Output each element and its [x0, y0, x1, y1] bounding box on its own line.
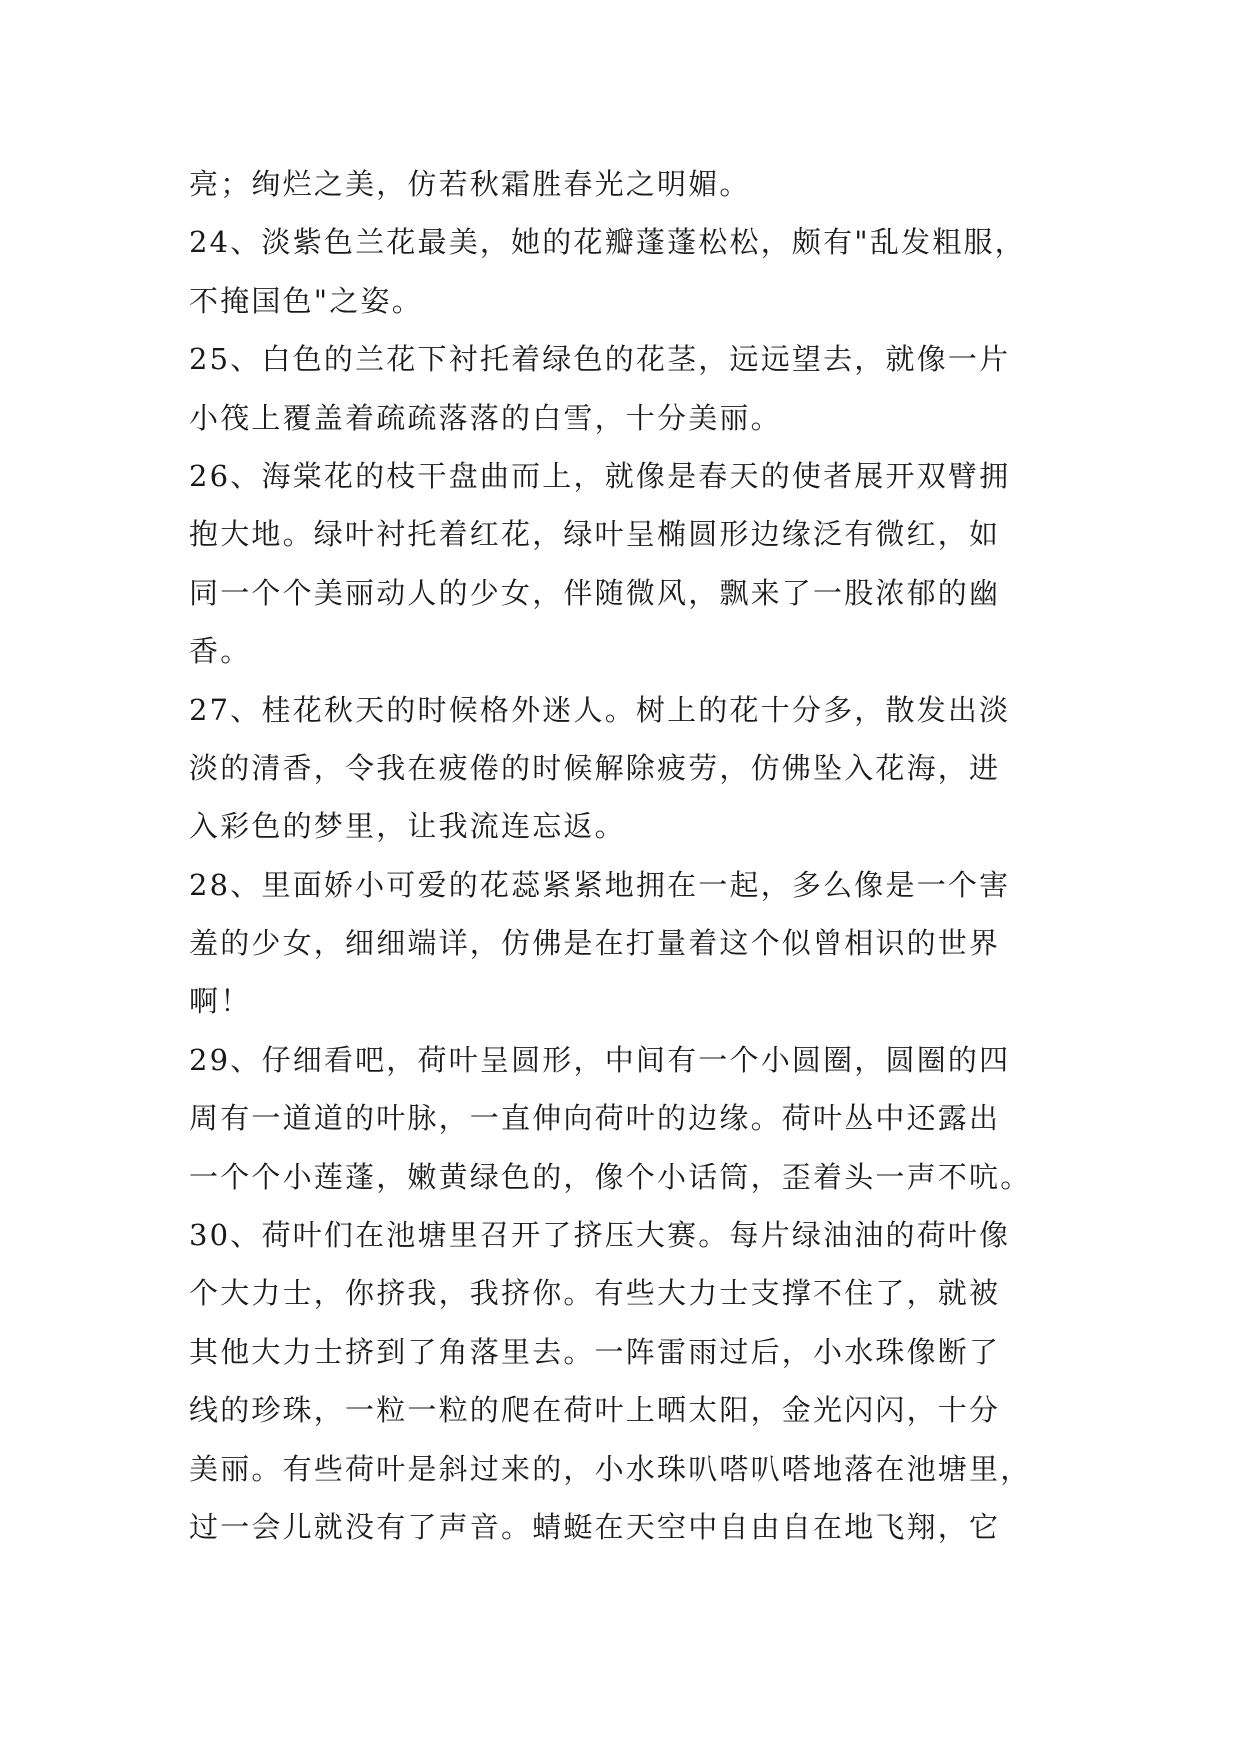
text-line: 30、荷叶们在池塘里召开了挤压大赛。每片绿油油的荷叶像: [189, 1218, 1011, 1253]
text-line: 小筏上覆盖着疏疏落落的白雪，十分美丽。: [189, 400, 782, 435]
text-line: 美丽。有些荷叶是斜过来的，小水珠叭嗒叭嗒地落在池塘里，: [189, 1451, 1032, 1486]
text-line: 26、海棠花的枝干盘曲而上，就像是春天的使者展开双臂拥: [189, 458, 1011, 493]
text-line: 周有一道道的叶脉，一直伸向荷叶的边缘。荷叶丛中还露出: [189, 1101, 1001, 1136]
text-line: 入彩色的梦里，让我流连忘返。: [189, 809, 626, 844]
text-line: 香。: [189, 634, 252, 669]
text-line: 抱大地。绿叶衬托着红花，绿叶呈椭圆形边缘泛有微红，如: [189, 517, 1001, 552]
text-line: 28、里面娇小可爱的花蕊紧紧地拥在一起，多么像是一个害: [189, 867, 1011, 902]
text-line: 29、仔细看吧，荷叶呈圆形，中间有一个小圆圈，圆圈的四: [189, 1042, 1011, 1077]
text-line: 27、桂花秋天的时候格外迷人。树上的花十分多，散发出淡: [189, 692, 1011, 727]
text-line: 个大力士，你挤我，我挤你。有些大力士支撑不住了，就被: [189, 1276, 1001, 1311]
text-line: 啊！: [189, 984, 252, 1019]
text-line: 24、淡紫色兰花最美，她的花瓣蓬蓬松松，颇有"乱发粗服，: [189, 225, 1026, 260]
body-text: [189, 155, 1069, 1556]
text-line: 同一个个美丽动人的少女，伴随微风，飘来了一股浓郁的幽: [189, 575, 1001, 610]
text-line: 线的珍珠，一粒一粒的爬在荷叶上晒太阳，金光闪闪，十分: [189, 1393, 1001, 1428]
text-line: 羞的少女，细细端详，仿佛是在打量着这个似曾相识的世界: [189, 926, 1001, 961]
text-line: 不掩国色"之姿。: [189, 283, 423, 318]
text-line: 亮；绚烂之美，仿若秋霜胜春光之明媚。: [189, 167, 751, 201]
text-line: 淡的清香，令我在疲倦的时候解除疲劳，仿佛坠入花海，进: [189, 750, 1001, 785]
text-line: 25、白色的兰花下衬托着绿色的花茎，远远望去，就像一片: [189, 342, 1011, 377]
text-line: 过一会儿就没有了声音。蜻蜓在天空中自由自在地飞翔，它: [189, 1509, 1001, 1544]
text-line: 其他大力士挤到了角落里去。一阵雷雨过后，小水珠像断了: [189, 1334, 1001, 1369]
text-line: 一个个小莲蓬，嫩黄绿色的，像个小话筒，歪着头一声不吭。: [189, 1159, 1032, 1194]
